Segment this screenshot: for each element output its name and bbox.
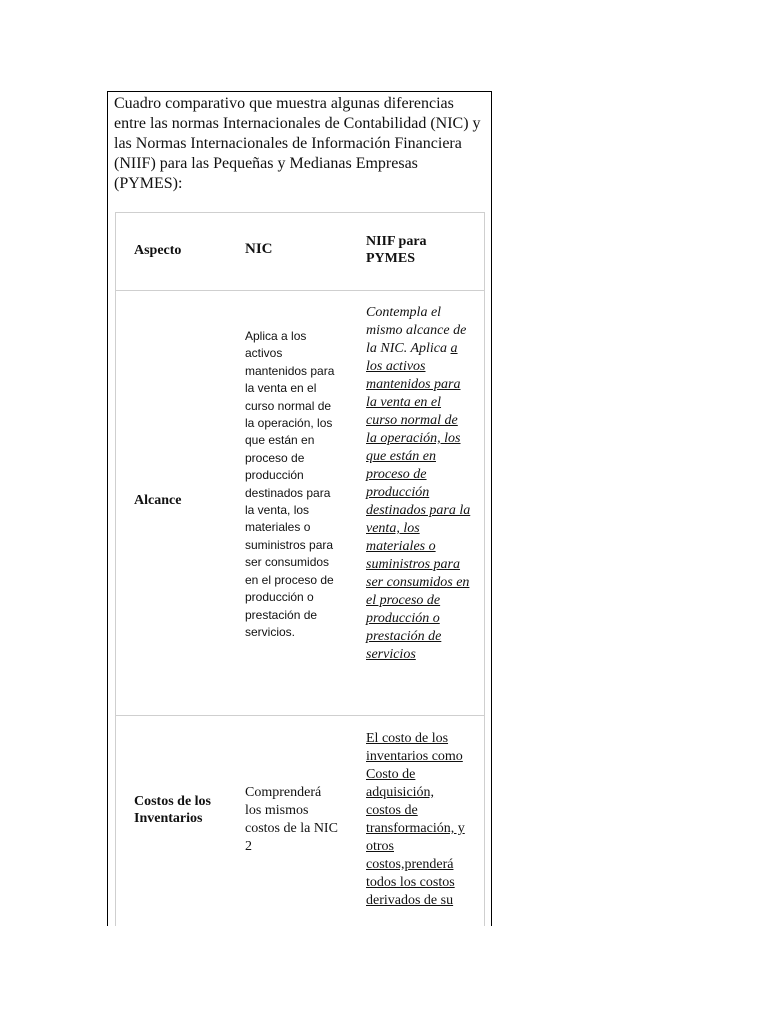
header-niif-pymes: NIIF para PYMES bbox=[366, 234, 427, 266]
table-row bbox=[116, 715, 484, 926]
aspect-costos: Costos de los Inventarios bbox=[134, 794, 212, 826]
document-frame bbox=[107, 91, 492, 926]
nic-costos-text: Comprenderá los mismos costos de la NIC 2 bbox=[245, 785, 338, 854]
niif-alcance-text bbox=[366, 304, 472, 664]
nic-alcance-text: Aplica a los activos mantenidos para la venta en el curso normal de la operación, los que están en proceso de producción destinados para la venta, los materiales o suministros para ser consumidos en el proceso de producción o prestación de servicios. bbox=[245, 329, 335, 639]
intro-paragraph: Cuadro comparativo que muestra algunas diferencias entre las normas Internacionales de Contabilidad (NIC) y las Normas Internacionales de Información Financiera (NIIF) para las Pequeñas y Medianas Empresas (PYMES): bbox=[114, 95, 481, 192]
header-nic: NIC bbox=[245, 241, 273, 257]
niif-costos-text: El costo de los inventarios como Costo de adquisición, costos de transformación, y otros costos,prenderá todos los costos derivados de su bbox=[366, 731, 465, 908]
table-header-row bbox=[116, 213, 484, 291]
niif-alcance-underlined: a los activos mantenidos para la venta en el curso normal de la operación, los que están en proceso de producción destinados para la venta, los materiales o suministros para ser consumidos en el proceso de producción o prestación de servicios bbox=[366, 341, 471, 662]
header-aspecto: Aspecto bbox=[134, 243, 182, 258]
niif-alcance-plain: Contempla el mismo alcance de la NIC. Aplica bbox=[366, 305, 467, 356]
comparison-table bbox=[115, 212, 485, 926]
table-row bbox=[116, 290, 484, 716]
aspect-alcance: Alcance bbox=[134, 493, 182, 508]
